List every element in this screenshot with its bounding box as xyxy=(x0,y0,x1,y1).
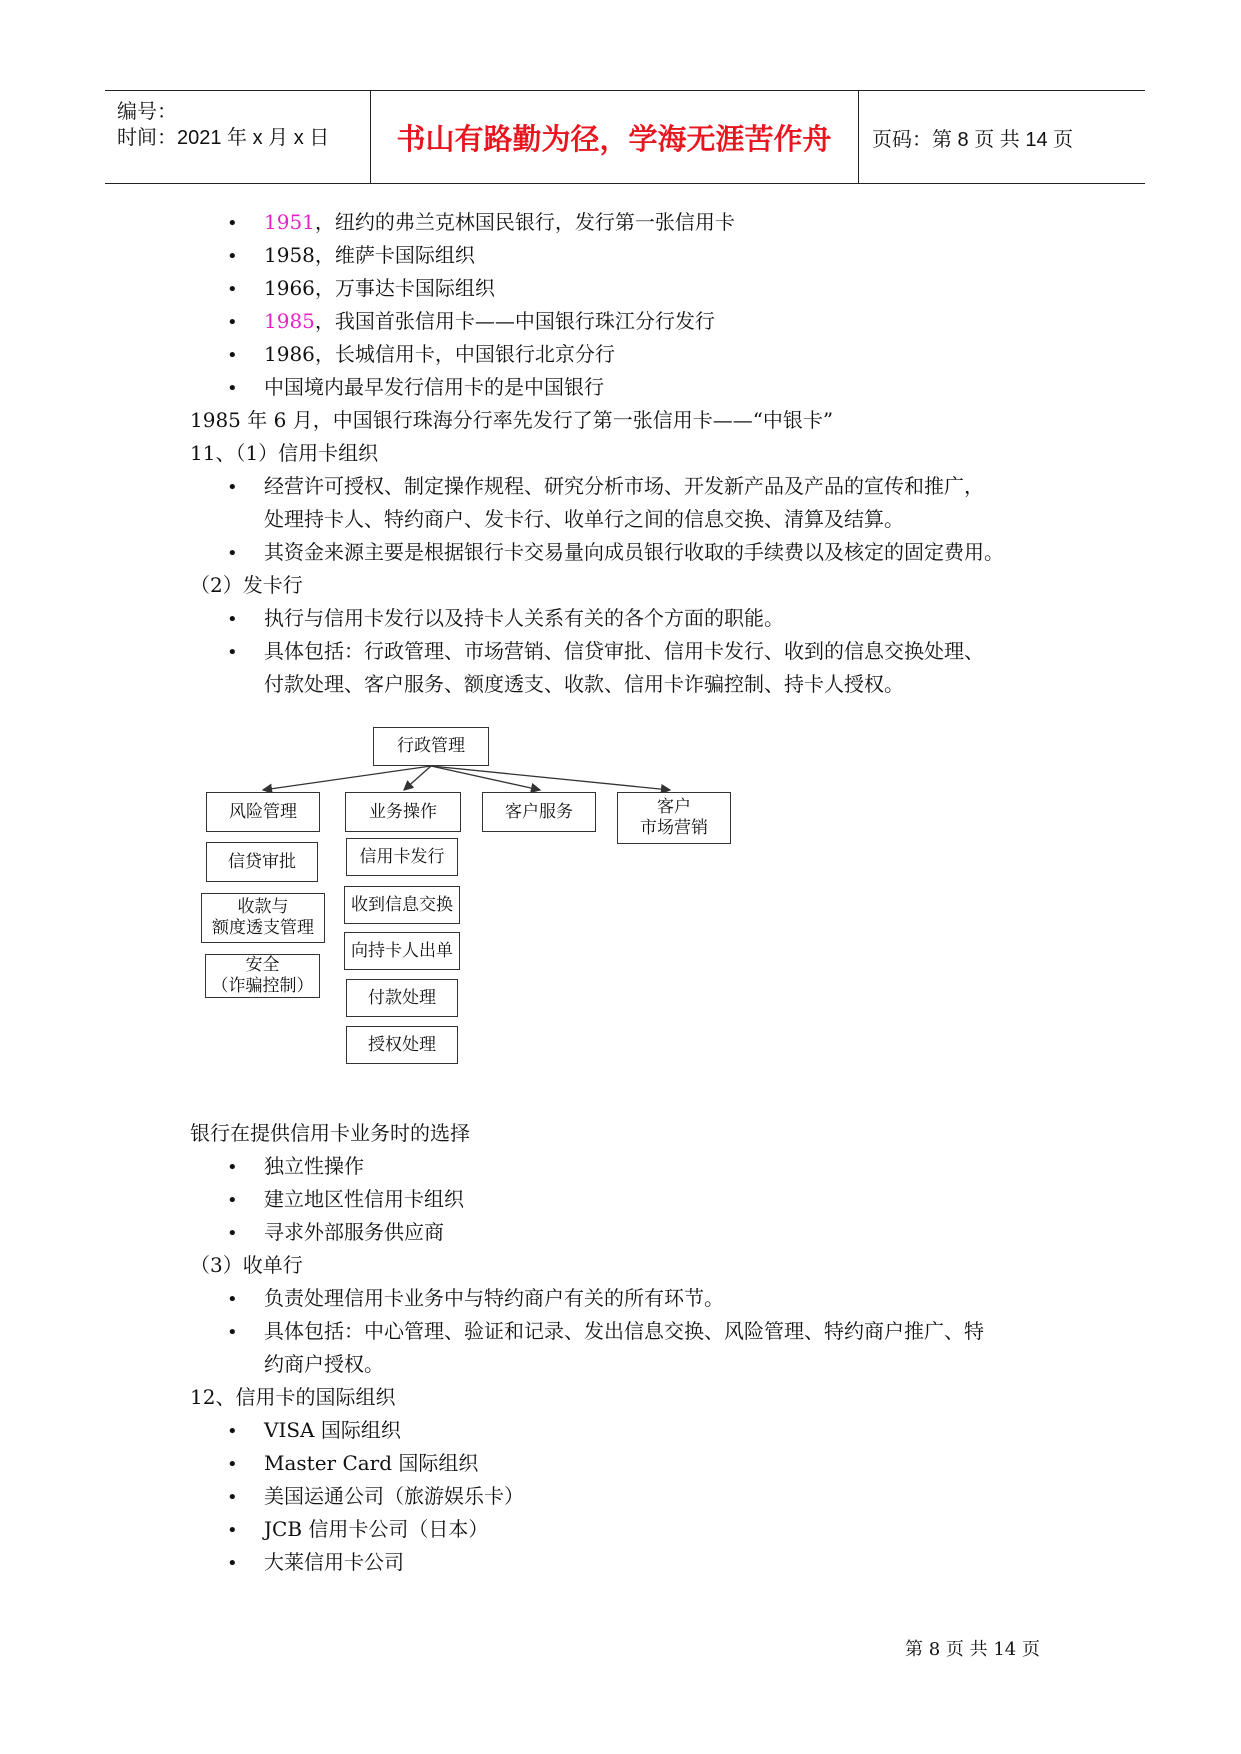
list-item: 负责处理信用卡业务中与特约商户有关的所有环节。 xyxy=(264,1286,724,1310)
page-footer: 第 8 页 共 14 页 xyxy=(905,1639,1040,1660)
list-item: 1986，长城信用卡，中国银行北京分行 xyxy=(264,342,615,366)
bullet: • xyxy=(227,1190,238,1211)
list-item: 中国境内最早发行信用卡的是中国银行 xyxy=(264,375,604,399)
number-label: 编号： xyxy=(117,101,177,123)
bullet: • xyxy=(227,246,238,267)
bullet: • xyxy=(227,1421,238,1442)
bullet: • xyxy=(227,312,238,333)
org-node-operations: 业务操作 xyxy=(345,792,461,832)
bullet: • xyxy=(227,642,238,663)
time-label: 时间：2021 年 x 月 x 日 xyxy=(117,127,330,149)
bullet: • xyxy=(227,1223,238,1244)
org-node-credit: 信贷审批 xyxy=(206,842,318,882)
bank-choice-title: 银行在提供信用卡业务时的选择 xyxy=(190,1121,470,1145)
org-node-admin: 行政管理 xyxy=(373,727,489,766)
bullet: • xyxy=(227,477,238,498)
list-item: 寻求外部服务供应商 xyxy=(264,1220,444,1244)
list-item: 1985，我国首张信用卡——中国银行珠江分行发行 xyxy=(264,309,715,333)
list-item: 独立性操作 xyxy=(264,1154,364,1178)
org-node-collection: 收款与 额度透支管理 xyxy=(201,893,325,943)
list-item: VISA 国际组织 xyxy=(264,1418,401,1442)
list-item: 其资金来源主要是根据银行卡交易量向成员银行收取的手续费以及核定的固定费用。 xyxy=(264,540,1004,564)
list-item: 美国运通公司（旅游娱乐卡） xyxy=(264,1484,524,1508)
section12-title: 12、信用卡的国际组织 xyxy=(190,1385,396,1409)
org-node-issue: 信用卡发行 xyxy=(346,838,458,876)
section11-title: 11、（1）信用卡组织 xyxy=(190,441,379,465)
issuer-title: （2）发卡行 xyxy=(190,573,303,597)
list-item: 经营许可授权、制定操作规程、研究分析市场、开发新产品及产品的宣传和推广， xyxy=(264,474,984,498)
bullet: • xyxy=(227,1322,238,1343)
bullet: • xyxy=(227,1454,238,1475)
list-item: 执行与信用卡发行以及持卡人关系有关的各个方面的职能。 xyxy=(264,606,784,630)
bullet: • xyxy=(227,279,238,300)
bullet: • xyxy=(227,1553,238,1574)
bullet: • xyxy=(227,1289,238,1310)
org-node-auth: 授权处理 xyxy=(346,1026,458,1064)
list-item: 大莱信用卡公司 xyxy=(264,1550,404,1574)
bullet: • xyxy=(227,378,238,399)
list-item-continuation: 付款处理、客户服务、额度透支、收款、信用卡诈骗控制、持卡人授权。 xyxy=(264,672,904,696)
page-label: 页码：第 8 页 共 14 页 xyxy=(872,128,1074,151)
list-item: 1958，维萨卡国际组织 xyxy=(264,243,475,267)
org-node-statement: 向持卡人出单 xyxy=(344,932,460,970)
motto: 书山有路勤为径，学海无涯苦作舟 xyxy=(370,91,859,183)
list-item: Master Card 国际组织 xyxy=(264,1451,479,1475)
list-item: 具体包括：行政管理、市场营销、信贷审批、信用卡发行、收到的信息交换处理、 xyxy=(264,639,984,663)
list-item: JCB 信用卡公司（日本） xyxy=(264,1517,489,1541)
list-item: 1966，万事达卡国际组织 xyxy=(264,276,495,300)
org-node-security: 安全 （诈骗控制） xyxy=(205,954,320,998)
bullet: • xyxy=(227,1157,238,1178)
org-node-payment: 付款处理 xyxy=(346,979,458,1017)
org-node-risk: 风险管理 xyxy=(206,792,320,832)
list-item: 1951，纽约的弗兰克林国民银行，发行第一张信用卡 xyxy=(264,210,735,234)
org-node-receive: 收到信息交换 xyxy=(344,886,460,924)
acquirer-title: （3）收单行 xyxy=(190,1253,303,1277)
bullet: • xyxy=(227,1487,238,1508)
list-item: 具体包括：中心管理、验证和记录、发出信息交换、风险管理、特约商户推广、特 xyxy=(264,1319,984,1343)
bullet: • xyxy=(227,213,238,234)
org-node-service: 客户服务 xyxy=(482,792,596,832)
list-item-continuation: 处理持卡人、特约商户、发卡行、收单行之间的信息交换、清算及结算。 xyxy=(264,507,904,531)
list-item-continuation: 约商户授权。 xyxy=(264,1352,384,1376)
bullet: • xyxy=(227,345,238,366)
note-1985: 1985 年 6 月，中国银行珠海分行率先发行了第一张信用卡——“中银卡” xyxy=(190,408,834,432)
bullet: • xyxy=(227,543,238,564)
bullet: • xyxy=(227,609,238,630)
org-node-marketing: 客户 市场营销 xyxy=(617,792,731,844)
list-item: 建立地区性信用卡组织 xyxy=(264,1187,464,1211)
bullet: • xyxy=(227,1520,238,1541)
